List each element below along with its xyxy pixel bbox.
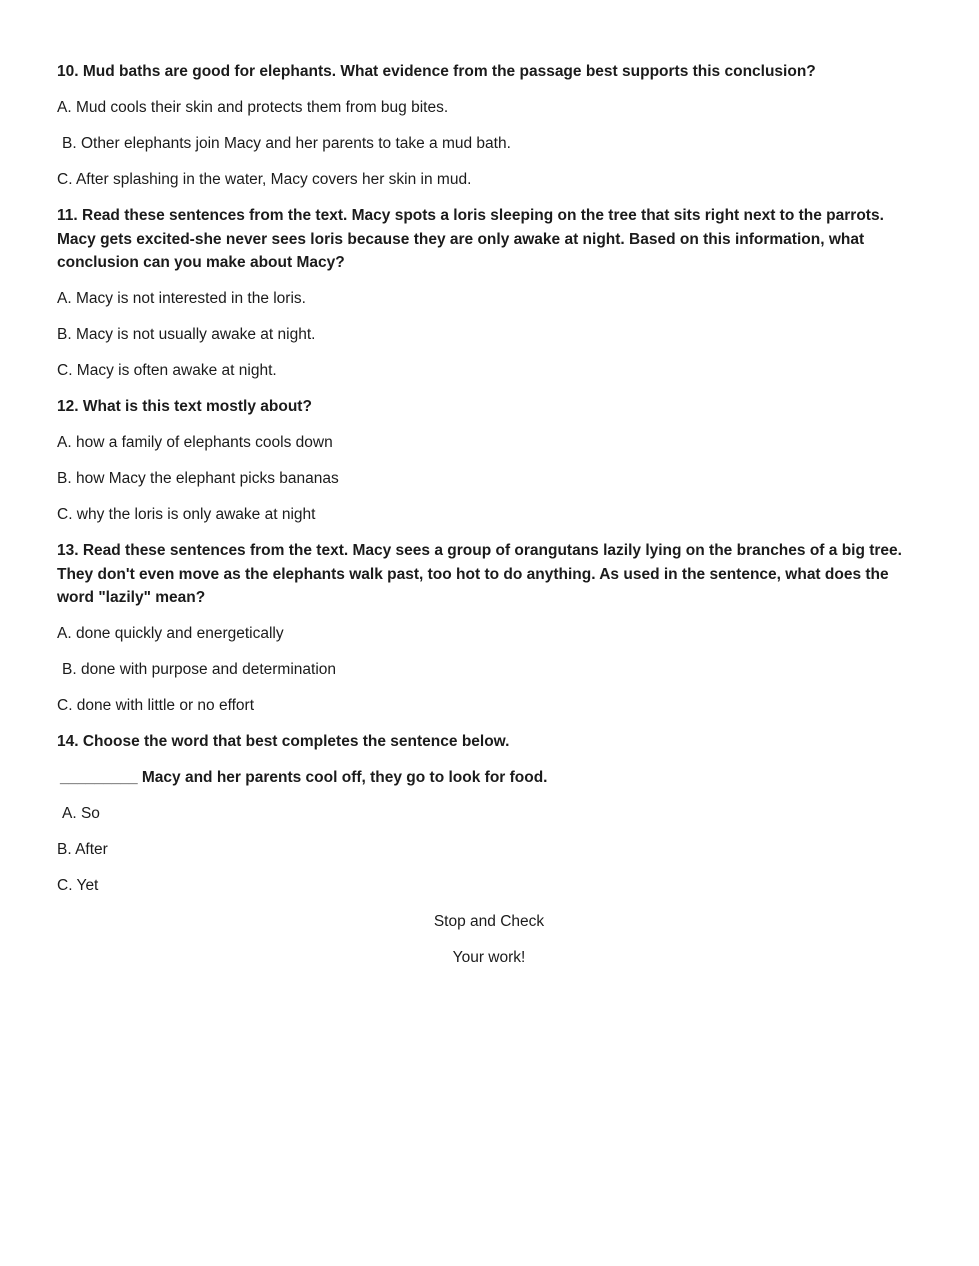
question-14-option-c: C. Yet	[57, 877, 99, 894]
question-11-option-a: A. Macy is not interested in the loris.	[57, 290, 306, 307]
question-12-stem: 12. What is this text mostly about?	[57, 398, 312, 415]
question-11	[57, 204, 921, 383]
question-12	[57, 395, 921, 527]
question-13-option-c: C. done with little or no effort	[57, 697, 255, 714]
question-11-option-c: C. Macy is often awake at night.	[57, 362, 277, 379]
question-14-fill-blank-sentence: _________ Macy and her parents cool off, they go to look for food.	[60, 769, 548, 786]
question-10-stem: 10. Mud baths are good for elephants. What evidence from the passage best supports this conclusion?	[57, 63, 816, 80]
question-10-option-b: B. Other elephants join Macy and her parents to take a mud bath.	[62, 135, 511, 152]
question-10	[57, 60, 921, 192]
footer-your-work: Your work!	[452, 949, 526, 966]
question-11-option-b: B. Macy is not usually awake at night.	[57, 326, 316, 343]
question-11-stem: 11. Read these sentences from the text. Macy spots a loris sleeping on the tree that sits right next to the parrots. Macy gets excited-she never sees loris because they are only awake at night. Based on this information, what conclusion can you make about Macy?	[57, 207, 884, 271]
question-12-option-c: C. why the loris is only awake at night	[57, 506, 316, 523]
question-13-option-b: B. done with purpose and determination	[62, 661, 337, 678]
question-10-option-a: A. Mud cools their skin and protects them from bug bites.	[57, 99, 449, 116]
question-13-option-a: A. done quickly and energetically	[57, 625, 284, 642]
question-10-option-c: C. After splashing in the water, Macy covers her skin in mud.	[57, 171, 472, 188]
question-13	[57, 539, 921, 718]
question-14	[57, 730, 921, 898]
footer-stop-and-check: Stop and Check	[433, 913, 545, 930]
question-12-option-b: B. how Macy the elephant picks bananas	[57, 470, 339, 487]
question-14-option-a: A. So	[62, 805, 100, 822]
question-14-option-b: B. After	[57, 841, 108, 858]
question-14-stem: 14. Choose the word that best completes the sentence below.	[57, 733, 510, 750]
question-13-stem: 13. Read these sentences from the text. Macy sees a group of orangutans lazily lying on the branches of a big tree. They don't even move as the elephants walk past, too hot to do anything. As used in the sentence, what does the word "lazily" mean?	[57, 542, 902, 606]
question-12-option-a: A. how a family of elephants cools down	[57, 434, 333, 451]
